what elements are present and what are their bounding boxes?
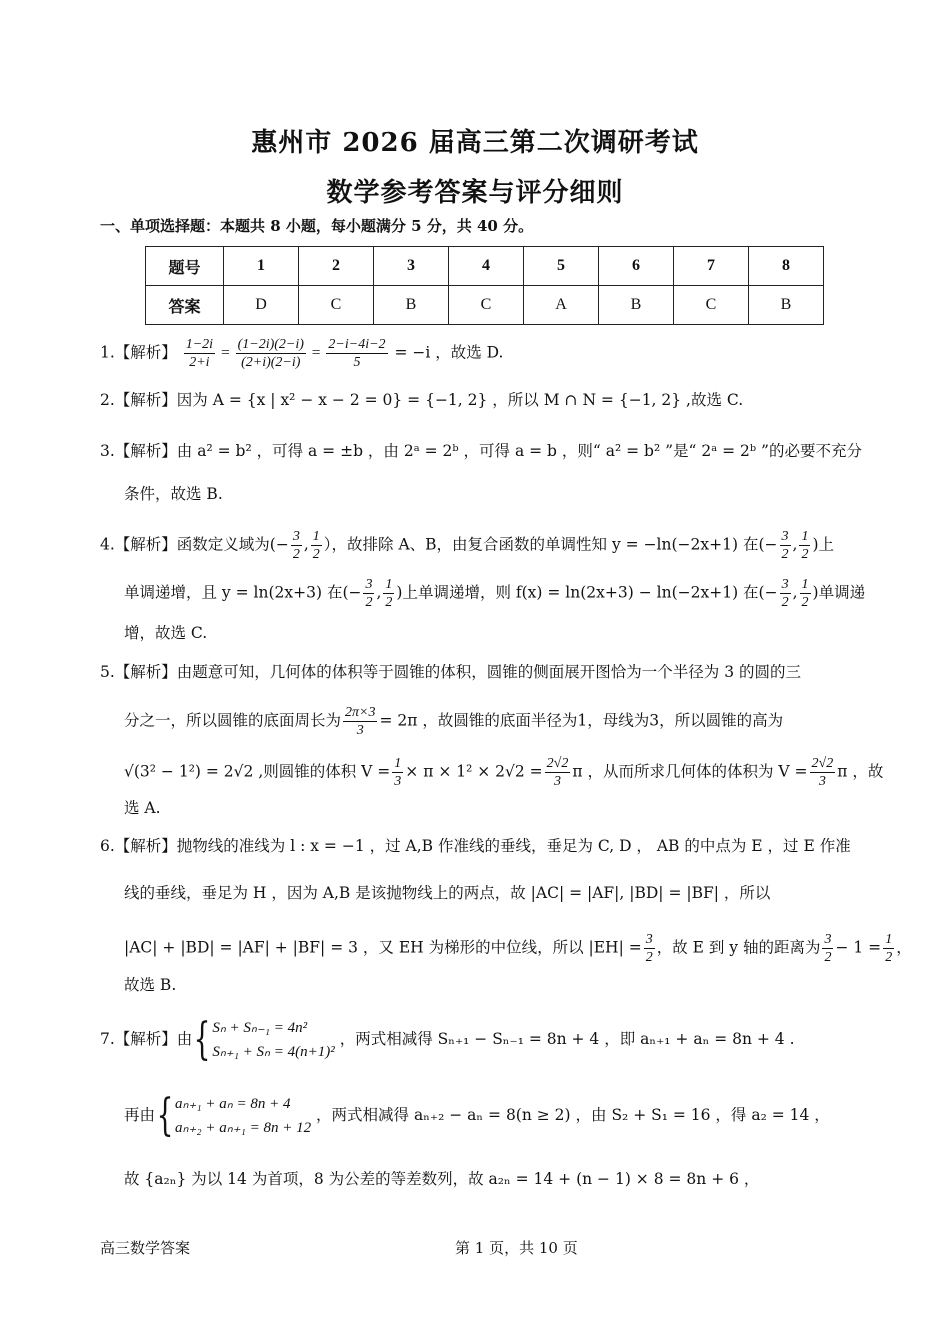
fraction bbox=[822, 931, 833, 966]
denominator: 2 bbox=[824, 950, 832, 965]
solution-label: 1.【解析】 bbox=[100, 343, 177, 362]
solution-label: 2.【解析】 bbox=[100, 391, 177, 409]
solution-5 bbox=[100, 661, 801, 683]
row-label: 答案 bbox=[146, 286, 224, 325]
fraction bbox=[236, 336, 306, 371]
solution-label: 3.【解析】 bbox=[100, 442, 177, 460]
solution-text: 由 a² = b² ，可得 a = ±b ，由 2ᵃ = 2ᵇ ，可得 a = b ，则“ a² = b² ”是“ 2ᵃ = 2ᵇ ”的必要不充分 bbox=[176, 442, 862, 460]
question-number: 6 bbox=[599, 247, 674, 286]
solution-text: 由 bbox=[176, 1030, 193, 1048]
solution-text: )单调递 bbox=[812, 583, 866, 602]
solution-text: 由题意可知，几何体的体积等于圆锥的体积，圆锥的侧面展开图恰为一个半径为 3 的圆的三 bbox=[176, 663, 802, 681]
denominator: (2+i)(2−i) bbox=[241, 355, 301, 370]
fraction bbox=[184, 336, 215, 371]
numerator: 1−2i bbox=[185, 337, 214, 352]
numerator: 1 bbox=[385, 577, 393, 592]
footer-left: 高三数学答案 bbox=[100, 1239, 191, 1257]
brace-icon: { bbox=[193, 1014, 211, 1065]
denominator: 2 bbox=[365, 595, 373, 610]
solution-text: π ，故 bbox=[837, 762, 884, 781]
question-number: 7 bbox=[674, 247, 749, 286]
denominator: 2+i bbox=[189, 355, 210, 370]
table-row bbox=[146, 286, 824, 325]
denominator: 3 bbox=[356, 723, 364, 738]
numerator: 3 bbox=[292, 529, 300, 544]
solution-1: 1.【解析】 $\frac{1-2i}{2+i}$ = $\frac{(1-2i)(2-i)}{(2+i)(2-i)}$ = $\frac{2-i-4i-2}{5}$ = −i ，故选 D. bbox=[100, 337, 504, 370]
solution-text: 再由 bbox=[124, 1106, 156, 1124]
denominator: 3 bbox=[394, 774, 402, 789]
solution-text: ），故排除 A、B，由复合函数的单调性知 y = −ln(−2x+1) 在(− bbox=[323, 535, 778, 554]
denominator: 5 bbox=[353, 355, 361, 370]
denominator: 2 bbox=[385, 595, 393, 610]
answer-cell: C bbox=[674, 286, 749, 325]
fraction bbox=[392, 755, 403, 790]
numerator: 1 bbox=[801, 577, 809, 592]
solution-6-cont2 bbox=[124, 931, 912, 966]
answer-cell: B bbox=[599, 286, 674, 325]
numerator: 2−i−4i−2 bbox=[328, 337, 386, 352]
denominator: 2 bbox=[801, 547, 809, 562]
solution-2 bbox=[100, 389, 743, 411]
solution-label: 6.【解析】 bbox=[100, 837, 177, 855]
solution-6-cont3: 故选 B. bbox=[124, 976, 177, 994]
solution-text: 抛物线的准线为 l : x = −1 ，过 A,B 作准线的垂线，垂足为 C, D ， AB 的中点为 E ，过 E 作准 bbox=[176, 837, 851, 855]
denominator: 2 bbox=[781, 547, 789, 562]
answer-cell: B bbox=[749, 286, 824, 325]
numerator: 1 bbox=[394, 756, 402, 771]
brace-icon: { bbox=[156, 1090, 174, 1141]
fraction bbox=[780, 576, 791, 611]
solution-7-cont bbox=[124, 1092, 830, 1140]
row-label: 题号 bbox=[146, 247, 224, 286]
equation-system bbox=[175, 1092, 311, 1140]
denominator: 2 bbox=[292, 547, 300, 562]
numerator: (1−2i)(2−i) bbox=[237, 337, 304, 352]
answer-cell: A bbox=[524, 286, 599, 325]
denominator: 2 bbox=[801, 595, 809, 610]
question-number: 4 bbox=[449, 247, 524, 286]
numerator: 2π×3 bbox=[345, 705, 376, 720]
solution-text: |AC| + |BD| = |AF| + |BF| = 3 ，又 EH 为梯形的中位线，所以 |EH| = bbox=[124, 938, 642, 957]
fraction bbox=[343, 704, 377, 739]
numerator: 3 bbox=[781, 529, 789, 544]
solution-text: − 1 = bbox=[835, 938, 882, 957]
denominator: 2 bbox=[645, 950, 653, 965]
numerator: 2√2 bbox=[811, 756, 834, 771]
solution-text: = 2π ，故圆锥的底面半径为1，母线为3，所以圆锥的高为 bbox=[379, 711, 784, 730]
numerator: 3 bbox=[645, 932, 653, 947]
equation-system bbox=[212, 1016, 334, 1064]
numerator: 1 bbox=[885, 932, 893, 947]
numerator: 3 bbox=[824, 932, 832, 947]
solution-text: 分之一，所以圆锥的底面周长为 bbox=[124, 711, 342, 730]
equation: aₙ₊₁ + aₙ = 8n + 4 bbox=[175, 1096, 291, 1112]
solution-text: π ，从而所求几何体的体积为 V = bbox=[572, 762, 808, 781]
numerator: 2√2 bbox=[546, 756, 569, 771]
numerator: 3 bbox=[781, 577, 789, 592]
answer-table bbox=[145, 246, 824, 325]
solution-4-cont2: 增，故选 C. bbox=[124, 624, 208, 642]
equation: aₙ₊₂ + aₙ₊₁ = 8n + 12 bbox=[175, 1120, 312, 1136]
solution-text: ，两式相减得 Sₙ₊₁ − Sₙ₋₁ = 8n + 4 ，即 aₙ₊₁ + aₙ = 8n + 4 . bbox=[339, 1030, 795, 1048]
solution-6-cont: 线的垂线，垂足为 H ，因为 A,B 是该抛物线上的两点，故 |AC| = |AF|, |BD| = |BF| ，所以 bbox=[124, 884, 771, 902]
solution-label: 5.【解析】 bbox=[100, 663, 177, 681]
solution-text: )上单调递增，则 f(x) = ln(2x+3) − ln(−2x+1) 在(− bbox=[396, 583, 778, 602]
answer-cell: C bbox=[449, 286, 524, 325]
solution-6 bbox=[100, 835, 851, 857]
fraction bbox=[780, 528, 791, 563]
page-title: 惠州市 2026 届高三第二次调研考试 bbox=[251, 128, 699, 158]
solution-text: × π × 1² × 2√2 = bbox=[405, 762, 543, 781]
solution-text: ， bbox=[896, 938, 912, 957]
solution-label: 4.【解析】 bbox=[100, 535, 177, 554]
numerator: 1 bbox=[801, 529, 809, 544]
fraction bbox=[326, 336, 387, 371]
question-number: 5 bbox=[524, 247, 599, 286]
solution-text: ，两式相减得 aₙ₊₂ − aₙ = 8(n ≥ 2) ，由 S₂ + S₁ = 16 ，得 a₂ = 14 ， bbox=[316, 1106, 830, 1124]
denominator: 3 bbox=[554, 774, 562, 789]
denominator: 2 bbox=[885, 950, 893, 965]
question-number: 8 bbox=[749, 247, 824, 286]
equation: Sₙ₊₁ + Sₙ = 4(n+1)² bbox=[212, 1044, 335, 1060]
fraction bbox=[644, 931, 655, 966]
solution-3 bbox=[100, 440, 862, 462]
table-row bbox=[146, 247, 824, 286]
denominator: 2 bbox=[312, 547, 320, 562]
solution-text: 因为 A = {x | x² − x − 2 = 0} = {−1, 2} ，所以 M ∩ N = {−1, 2} ,故选 C. bbox=[176, 391, 744, 409]
answer-cell: B bbox=[374, 286, 449, 325]
question-number: 3 bbox=[374, 247, 449, 286]
solution-text: )上 bbox=[812, 535, 834, 554]
solution-4-cont: 单调递增，且 y = ln(2x+3) 在(− $\frac{3}{2}$ , $\frac{1}{2}$ )上单调递增，则 f(x) = ln(2x+3) − ln(−2x+1) 在(− $\frac{3}{2}$ , $\frac{1}{2}$ )单调递 bbox=[124, 577, 866, 610]
question-number: 2 bbox=[299, 247, 374, 286]
fraction bbox=[383, 576, 394, 611]
numerator: 3 bbox=[365, 577, 373, 592]
fraction bbox=[545, 755, 571, 790]
solution-text: 单调递增，且 y = ln(2x+3) 在(− bbox=[124, 583, 362, 602]
solution-text: ，故 E 到 y 轴的距离为 bbox=[656, 938, 821, 957]
denominator: 3 bbox=[818, 774, 826, 789]
fraction bbox=[291, 528, 302, 563]
solution-5-cont3: 选 A. bbox=[124, 799, 161, 817]
solution-5-cont bbox=[124, 704, 783, 739]
solution-7 bbox=[100, 1016, 795, 1064]
solution-text: 函数定义域为(− bbox=[176, 535, 289, 554]
fraction bbox=[363, 576, 374, 611]
fraction bbox=[883, 931, 894, 966]
section-heading: 一、单项选择题：本题共 8 小题，每小题满分 5 分，共 40 分。 bbox=[100, 217, 534, 235]
solution-3-cont: 条件，故选 B. bbox=[124, 485, 223, 503]
solution-5-cont2 bbox=[124, 755, 883, 790]
answer-cell: C bbox=[299, 286, 374, 325]
fraction bbox=[800, 576, 811, 611]
answer-cell: D bbox=[224, 286, 299, 325]
solution-4: 4.【解析】函数定义域为(− $\frac{3}{2}$ , $\frac{1}{2}$ ），故排除 A、B，由复合函数的单调性知 y = −ln(−2x+1) 在(− $\frac{3}{2}$ , $\frac{1}{2}$ )上 bbox=[100, 529, 834, 562]
equation: Sₙ + Sₙ₋₁ = 4n² bbox=[212, 1020, 308, 1036]
fraction bbox=[810, 755, 836, 790]
page-number: 第 1 页，共 10 页 bbox=[455, 1239, 578, 1257]
fraction bbox=[799, 528, 810, 563]
solution-text: √(3² − 1²) = 2√2 ,则圆锥的体积 V = bbox=[124, 762, 391, 781]
denominator: 2 bbox=[781, 595, 789, 610]
fraction bbox=[311, 528, 322, 563]
solution-text: = −i ，故选 D. bbox=[394, 343, 504, 362]
solution-label: 7.【解析】 bbox=[100, 1030, 177, 1048]
numerator: 1 bbox=[312, 529, 320, 544]
question-number: 1 bbox=[224, 247, 299, 286]
solution-7-cont2: 故 {a₂ₙ} 为以 14 为首项，8 为公差的等差数列，故 a₂ₙ = 14 + (n − 1) × 8 = 8n + 6 ， bbox=[124, 1170, 760, 1188]
page-subtitle: 数学参考答案与评分细则 bbox=[326, 178, 624, 208]
